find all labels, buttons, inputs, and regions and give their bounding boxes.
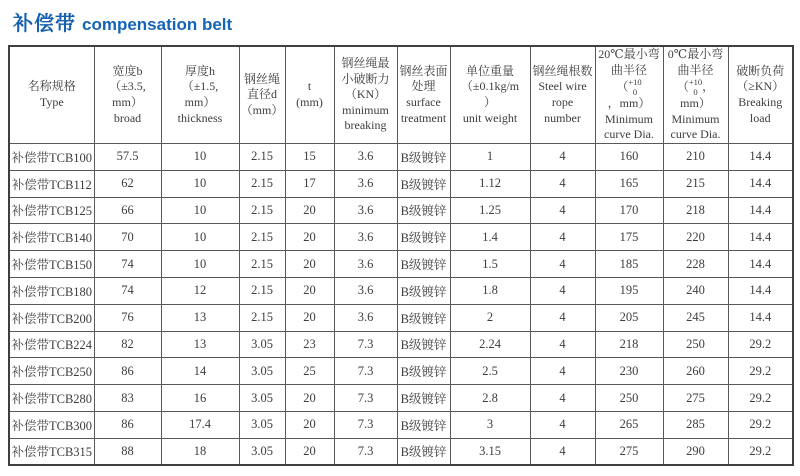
- cell-surface: B级镀锌: [397, 143, 450, 170]
- cell-t: 20: [285, 438, 334, 465]
- cell-curve-0c: 290: [663, 438, 728, 465]
- table-row: [9, 438, 793, 465]
- cell-thickness: 13: [161, 331, 239, 358]
- cell-surface: B级镀锌: [397, 304, 450, 331]
- cell-broad: 66: [94, 197, 161, 224]
- cell-breaking-load: 14.4: [728, 304, 793, 331]
- col-header-rope-number: 钢丝绳根数 Steel wire rope number: [530, 46, 595, 143]
- cell-thickness: 10: [161, 170, 239, 197]
- cell-curve-0c: 210: [663, 143, 728, 170]
- cell-rope-number: 4: [530, 385, 595, 412]
- cell-broad: 74: [94, 251, 161, 278]
- cell-type: 补偿带TCB250: [9, 358, 94, 385]
- cell-min-breaking: 7.3: [334, 331, 397, 358]
- cell-rope-dia: 2.15: [239, 143, 285, 170]
- cell-thickness: 10: [161, 251, 239, 278]
- cell-rope-number: 4: [530, 411, 595, 438]
- cell-min-breaking: 3.6: [334, 224, 397, 251]
- cell-breaking-load: 14.4: [728, 143, 793, 170]
- cell-rope-dia: 3.05: [239, 358, 285, 385]
- table-row: [9, 143, 793, 170]
- cell-broad: 86: [94, 358, 161, 385]
- table-row: [9, 251, 793, 278]
- cell-t: 20: [285, 224, 334, 251]
- table-row: [9, 331, 793, 358]
- cell-curve-0c: 260: [663, 358, 728, 385]
- cell-min-breaking: 3.6: [334, 304, 397, 331]
- table-header: [9, 46, 793, 143]
- spec-table-body: [9, 143, 793, 465]
- cell-broad: 70: [94, 224, 161, 251]
- cell-min-breaking: 3.6: [334, 277, 397, 304]
- cell-min-breaking: 7.3: [334, 438, 397, 465]
- cell-rope-number: 4: [530, 251, 595, 278]
- table-row: [9, 224, 793, 251]
- cell-type: 补偿带TCB140: [9, 224, 94, 251]
- cell-unit-weight: 1.25: [450, 197, 530, 224]
- cell-curve-20c: 170: [595, 197, 663, 224]
- col-header-unit-weight: 单位重量 （±0.1kg/m ） unit weight: [450, 46, 530, 143]
- cell-unit-weight: 1: [450, 143, 530, 170]
- col-header-curve-0c: 0℃最小弯 曲半径 （ +10 0 ， mm） Minimum curve Dia.: [663, 46, 728, 143]
- cell-unit-weight: 1.5: [450, 251, 530, 278]
- cell-rope-number: 4: [530, 304, 595, 331]
- cell-rope-dia: 2.15: [239, 277, 285, 304]
- cell-type: 补偿带TCB150: [9, 251, 94, 278]
- col-header-curve-20c: 20℃最小弯 曲半径 （ +10 0 ，mm） Minimum curve Dia.: [595, 46, 663, 143]
- cell-broad: 57.5: [94, 143, 161, 170]
- cell-rope-number: 4: [530, 438, 595, 465]
- cell-thickness: 16: [161, 385, 239, 412]
- cell-curve-20c: 250: [595, 385, 663, 412]
- cell-thickness: 13: [161, 304, 239, 331]
- cell-breaking-load: 29.2: [728, 438, 793, 465]
- cell-breaking-load: 29.2: [728, 358, 793, 385]
- cell-type: 补偿带TCB280: [9, 385, 94, 412]
- cell-surface: B级镀锌: [397, 438, 450, 465]
- cell-thickness: 12: [161, 277, 239, 304]
- cell-unit-weight: 1.8: [450, 277, 530, 304]
- cell-rope-dia: 3.05: [239, 438, 285, 465]
- cell-rope-dia: 3.05: [239, 385, 285, 412]
- cell-unit-weight: 2: [450, 304, 530, 331]
- cell-thickness: 10: [161, 197, 239, 224]
- col-header-surface: 钢丝表面 处理 surface treatment: [397, 46, 450, 143]
- cell-t: 20: [285, 277, 334, 304]
- cell-t: 25: [285, 358, 334, 385]
- cell-t: 15: [285, 143, 334, 170]
- table-row: [9, 170, 793, 197]
- table-row: [9, 197, 793, 224]
- cell-breaking-load: 14.4: [728, 277, 793, 304]
- cell-min-breaking: 3.6: [334, 170, 397, 197]
- cell-curve-0c: 275: [663, 385, 728, 412]
- cell-breaking-load: 29.2: [728, 331, 793, 358]
- table-row: [9, 411, 793, 438]
- cell-t: 20: [285, 304, 334, 331]
- cell-curve-0c: 240: [663, 277, 728, 304]
- cell-curve-20c: 218: [595, 331, 663, 358]
- cell-broad: 83: [94, 385, 161, 412]
- cell-type: 补偿带TCB300: [9, 411, 94, 438]
- cell-min-breaking: 7.3: [334, 411, 397, 438]
- cell-thickness: 10: [161, 143, 239, 170]
- cell-t: 17: [285, 170, 334, 197]
- cell-rope-dia: 2.15: [239, 197, 285, 224]
- cell-type: 补偿带TCB100: [9, 143, 94, 170]
- cell-rope-number: 4: [530, 331, 595, 358]
- cell-curve-0c: 245: [663, 304, 728, 331]
- cell-curve-20c: 160: [595, 143, 663, 170]
- cell-broad: 86: [94, 411, 161, 438]
- cell-broad: 74: [94, 277, 161, 304]
- cell-broad: 88: [94, 438, 161, 465]
- cell-surface: B级镀锌: [397, 331, 450, 358]
- cell-thickness: 10: [161, 224, 239, 251]
- col-header-min-breaking: 钢丝绳最 小破断力 （KN） minimum breaking: [334, 46, 397, 143]
- col-header-t: t (mm): [285, 46, 334, 143]
- tolerance-notation: （ +10 0 ，: [676, 77, 715, 97]
- table-row: [9, 385, 793, 412]
- cell-type: 补偿带TCB180: [9, 277, 94, 304]
- cell-t: 20: [285, 197, 334, 224]
- cell-unit-weight: 1.12: [450, 170, 530, 197]
- table-row: [9, 304, 793, 331]
- col-header-breaking-load: 破断负荷 （≥KN） Breaking load: [728, 46, 793, 143]
- cell-unit-weight: 3.15: [450, 438, 530, 465]
- cell-rope-number: 4: [530, 170, 595, 197]
- cell-unit-weight: 2.24: [450, 331, 530, 358]
- cell-min-breaking: 7.3: [334, 385, 397, 412]
- page-title: [13, 7, 232, 36]
- cell-thickness: 18: [161, 438, 239, 465]
- table-row: [9, 277, 793, 304]
- cell-rope-number: 4: [530, 143, 595, 170]
- col-header-rope-dia: 钢丝绳 直径d （mm）: [239, 46, 285, 143]
- cell-curve-20c: 165: [595, 170, 663, 197]
- cell-thickness: 17.4: [161, 411, 239, 438]
- page-title-en: compensation belt: [82, 15, 233, 34]
- cell-rope-dia: 2.15: [239, 224, 285, 251]
- cell-breaking-load: 14.4: [728, 251, 793, 278]
- cell-t: 20: [285, 251, 334, 278]
- cell-min-breaking: 3.6: [334, 143, 397, 170]
- cell-curve-0c: 218: [663, 197, 728, 224]
- cell-unit-weight: 3: [450, 411, 530, 438]
- cell-t: 20: [285, 385, 334, 412]
- cell-curve-20c: 195: [595, 277, 663, 304]
- cell-curve-20c: 275: [595, 438, 663, 465]
- col-header-thickness: 厚度h （±1.5, mm） thickness: [161, 46, 239, 143]
- cell-rope-number: 4: [530, 224, 595, 251]
- page-title-zh: 补偿带: [13, 13, 76, 35]
- cell-type: 补偿带TCB315: [9, 438, 94, 465]
- cell-surface: B级镀锌: [397, 170, 450, 197]
- table-row: [9, 358, 793, 385]
- cell-curve-0c: 228: [663, 251, 728, 278]
- cell-thickness: 14: [161, 358, 239, 385]
- cell-type: 补偿带TCB112: [9, 170, 94, 197]
- cell-breaking-load: 14.4: [728, 170, 793, 197]
- cell-rope-number: 4: [530, 277, 595, 304]
- cell-rope-dia: 2.15: [239, 251, 285, 278]
- cell-t: 23: [285, 331, 334, 358]
- cell-type: 补偿带TCB224: [9, 331, 94, 358]
- cell-unit-weight: 2.5: [450, 358, 530, 385]
- cell-curve-0c: 220: [663, 224, 728, 251]
- cell-curve-0c: 215: [663, 170, 728, 197]
- col-header-broad: 宽度b （±3.5, mm） broad: [94, 46, 161, 143]
- cell-surface: B级镀锌: [397, 251, 450, 278]
- cell-min-breaking: 3.6: [334, 251, 397, 278]
- cell-curve-20c: 265: [595, 411, 663, 438]
- compensation-belt-spec-table: [8, 45, 794, 466]
- cell-surface: B级镀锌: [397, 277, 450, 304]
- cell-surface: B级镀锌: [397, 358, 450, 385]
- cell-breaking-load: 29.2: [728, 385, 793, 412]
- cell-t: 20: [285, 411, 334, 438]
- cell-curve-0c: 285: [663, 411, 728, 438]
- cell-curve-20c: 205: [595, 304, 663, 331]
- cell-curve-20c: 175: [595, 224, 663, 251]
- cell-breaking-load: 29.2: [728, 411, 793, 438]
- cell-type: 补偿带TCB125: [9, 197, 94, 224]
- tolerance-notation: （ +10 0 ，mm）: [607, 77, 651, 111]
- cell-curve-20c: 185: [595, 251, 663, 278]
- cell-type: 补偿带TCB200: [9, 304, 94, 331]
- col-header-type: 名称规格 Type: [9, 46, 94, 143]
- cell-rope-dia: 2.15: [239, 170, 285, 197]
- cell-unit-weight: 1.4: [450, 224, 530, 251]
- cell-rope-number: 4: [530, 358, 595, 385]
- cell-min-breaking: 3.6: [334, 197, 397, 224]
- cell-breaking-load: 14.4: [728, 224, 793, 251]
- cell-rope-dia: 2.15: [239, 304, 285, 331]
- cell-min-breaking: 7.3: [334, 358, 397, 385]
- cell-rope-dia: 3.05: [239, 331, 285, 358]
- cell-breaking-load: 14.4: [728, 197, 793, 224]
- cell-surface: B级镀锌: [397, 197, 450, 224]
- cell-surface: B级镀锌: [397, 411, 450, 438]
- cell-rope-dia: 3.05: [239, 411, 285, 438]
- cell-broad: 62: [94, 170, 161, 197]
- header-row: [9, 46, 793, 143]
- cell-surface: B级镀锌: [397, 224, 450, 251]
- cell-curve-20c: 230: [595, 358, 663, 385]
- cell-unit-weight: 2.8: [450, 385, 530, 412]
- cell-broad: 76: [94, 304, 161, 331]
- cell-rope-number: 4: [530, 197, 595, 224]
- cell-curve-0c: 250: [663, 331, 728, 358]
- cell-broad: 82: [94, 331, 161, 358]
- cell-surface: B级镀锌: [397, 385, 450, 412]
